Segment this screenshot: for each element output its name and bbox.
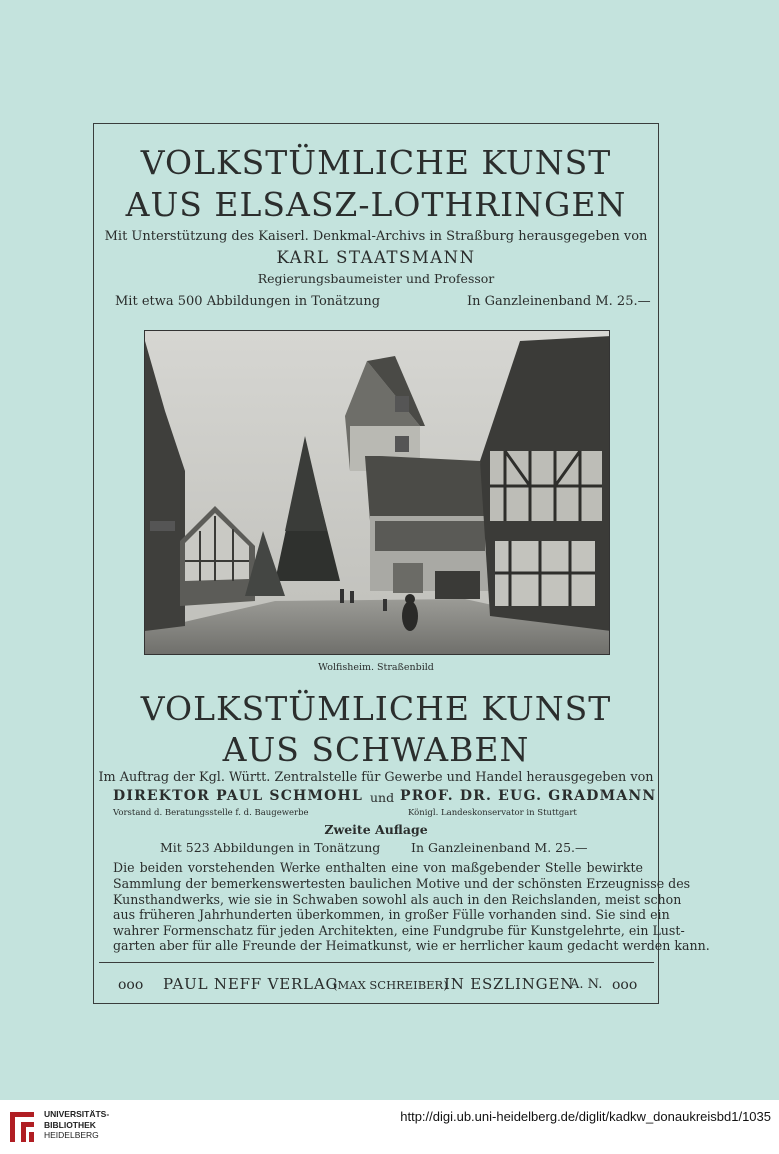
- publisher-owner: (MAX SCHREIBER): [333, 978, 448, 992]
- ad2-title-line2: AUS SCHWABEN: [222, 730, 530, 769]
- ornament-right: ooo: [612, 977, 638, 993]
- ornament-left: ooo: [118, 977, 144, 993]
- ad2-edition: Zweite Auflage: [324, 822, 428, 837]
- library-logo-line: UNIVERSITÄTS-: [44, 1109, 110, 1119]
- ad1-editor: KARL STAATSMANN: [276, 248, 476, 267]
- publisher-location: IN ESZLINGEN: [444, 975, 575, 993]
- ad1-illustrations: Mit etwa 500 Abbildungen in Tonätzung: [115, 294, 381, 309]
- library-logo-line: HEIDELBERG: [44, 1130, 99, 1140]
- street-photo-illustration: [145, 331, 610, 655]
- library-logo-text: [44, 1109, 109, 1141]
- ad1-price: In Ganzleinenband M. 25.—: [467, 294, 651, 309]
- source-url-link[interactable]: http://digi.ub.uni-heidelberg.de/diglit/kadkw_donaukreisbd1/1035: [400, 1109, 771, 1124]
- ad2-description-line: Sammlung der bemerkenswertesten baulichen Motive und der schönsten Erzeugnisse des: [113, 876, 691, 891]
- ad2-und: und: [370, 790, 395, 805]
- ad1-subtitle: Mit Unterstützung des Kaiserl. Denkmal-Archivs in Straßburg herausgegeben von: [104, 229, 648, 244]
- ad2-description-line: Die beiden vorstehenden Werke enthalten eine von maßgebender Stelle bewirkte: [113, 860, 643, 875]
- publisher-divider: [99, 962, 654, 963]
- library-footer: [0, 1100, 779, 1154]
- publisher-name: PAUL NEFF VERLAG: [163, 975, 339, 993]
- ad2-title-line1: VOLKSTÜMLICHE KUNST: [140, 689, 612, 728]
- ad2-description-line: garten aber für alle Freunde der Heimatkunst, wie er herrlicher kaum gedacht werden kann.: [113, 938, 710, 953]
- ad1-title-line1: VOLKSTÜMLICHE KUNST: [140, 143, 612, 182]
- publisher-suffix: A. N.: [570, 977, 603, 992]
- ad2-description-line: aus früheren Jahrhunderten überkommen, in großer Fülle vorhanden sind. Sie sind ein: [113, 907, 670, 922]
- ad2-description-line: Kunsthandwerks, wie sie in Schwaben sowohl als auch in den Reichslanden, meist schon: [113, 892, 682, 907]
- ad2-editor2-role: Königl. Landeskonservator in Stuttgart: [408, 808, 577, 818]
- ad2-editor2: PROF. DR. EUG. GRADMANN: [400, 788, 657, 804]
- photo-caption: Wolfisheim. Straßenbild: [318, 662, 434, 673]
- ad1-title-line2: AUS ELSASZ-LOTHRINGEN: [125, 185, 627, 224]
- ad2-description-line: wahrer Formenschatz für jeden Architekten, eine Fundgrube für Kunstgelehrte, ein Lust-: [113, 923, 685, 938]
- library-logo-line: BIBLIOTHEK: [44, 1119, 96, 1130]
- ad2-price: In Ganzleinenband M. 25.—: [411, 840, 588, 855]
- ad2-subtitle: Im Auftrag der Kgl. Württ. Zentralstelle für Gewerbe und Handel herausgegeben von: [98, 770, 654, 785]
- ad2-illustrations: Mit 523 Abbildungen in Tonätzung: [160, 840, 381, 855]
- ad1-editor-role: Regierungsbaumeister und Professor: [257, 271, 495, 286]
- ad2-editor1-role: Vorstand d. Beratungsstelle f. d. Baugewerbe: [113, 808, 309, 818]
- ad2-editor1: DIREKTOR PAUL SCHMOHL: [113, 788, 364, 804]
- street-photo: [144, 330, 610, 655]
- library-logo-icon: [8, 1108, 38, 1146]
